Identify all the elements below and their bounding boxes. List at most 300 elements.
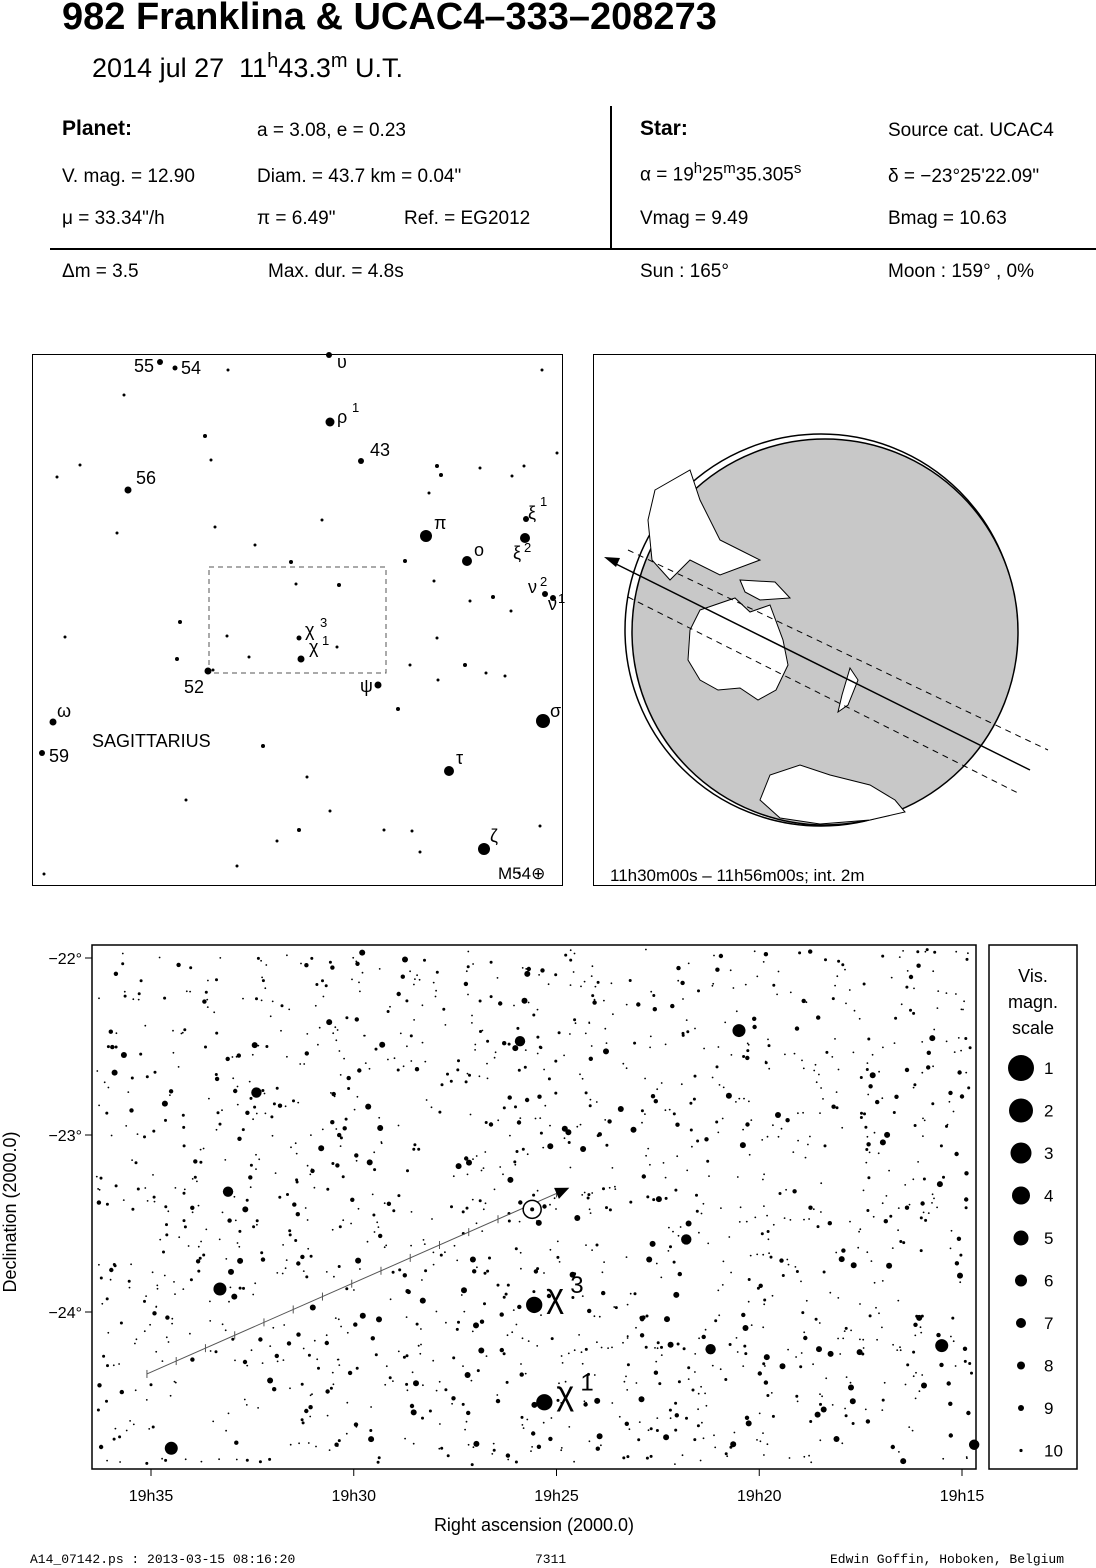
- field-star: [725, 1452, 728, 1455]
- field-star: [137, 1188, 140, 1191]
- field-star: [779, 1192, 782, 1195]
- field-star: [656, 1196, 662, 1202]
- field-star: [398, 1351, 400, 1353]
- field-star: [326, 1334, 328, 1336]
- finder-star: [462, 556, 472, 566]
- planet-ref: Ref. = EG2012: [404, 208, 531, 229]
- field-star: [413, 1380, 419, 1386]
- field-star: [584, 981, 586, 983]
- field-star: [842, 1338, 844, 1340]
- field-star: [819, 1322, 821, 1324]
- field-star: [582, 1078, 584, 1080]
- field-star: [661, 1354, 663, 1356]
- field-star: [403, 1273, 407, 1277]
- field-star: [337, 1029, 339, 1031]
- field-star: [584, 1192, 586, 1194]
- field-star: [713, 955, 715, 957]
- labeled-star: [526, 1297, 542, 1313]
- field-star: [661, 1082, 663, 1084]
- field-star: [276, 1087, 279, 1090]
- field-star: [212, 1421, 214, 1423]
- field-star: [770, 1256, 773, 1259]
- field-star: [875, 1100, 879, 1104]
- field-star: [680, 1226, 682, 1228]
- field-star: [307, 1165, 309, 1167]
- field-star: [829, 1292, 831, 1294]
- field-star: [483, 1167, 485, 1169]
- field-star: [768, 1068, 770, 1070]
- field-star: [815, 1064, 817, 1066]
- field-star: [196, 1259, 200, 1263]
- planet-vmag: V. mag. = 12.90: [62, 166, 195, 187]
- field-star: [698, 1393, 700, 1395]
- field-star: [358, 982, 360, 984]
- field-star: [736, 1010, 738, 1012]
- x-axis: [129, 1469, 985, 1505]
- field-star: [272, 1135, 274, 1137]
- sun-elongation: Sun : 165°: [640, 261, 729, 282]
- field-star: [190, 1206, 194, 1210]
- field-star: [503, 1352, 506, 1355]
- field-star: [145, 1462, 148, 1465]
- field-star: [537, 1053, 539, 1055]
- field-star: [881, 955, 884, 958]
- field-star: [720, 1368, 722, 1370]
- field-star: [281, 1004, 284, 1007]
- field-star: [719, 1084, 721, 1086]
- field-star: [215, 1073, 218, 1076]
- field-star: [497, 1284, 500, 1287]
- legend-title: Vis.: [1018, 966, 1048, 986]
- field-star: [714, 1447, 716, 1449]
- field-star: [646, 1315, 649, 1318]
- field-star: [819, 1439, 821, 1441]
- finder-star: [403, 559, 407, 563]
- field-star: [304, 963, 308, 967]
- field-star: [828, 1221, 832, 1225]
- field-star: [409, 970, 411, 972]
- field-star: [914, 1335, 916, 1337]
- field-star: [126, 1430, 128, 1432]
- field-star: [785, 1189, 787, 1191]
- field-star: [838, 1069, 840, 1071]
- field-star: [330, 965, 334, 969]
- field-star: [413, 1443, 415, 1445]
- finder-star: [555, 451, 558, 454]
- legend-entry: 6: [1044, 1271, 1054, 1291]
- field-star: [203, 1148, 205, 1150]
- field-star: [748, 1278, 751, 1281]
- field-star: [600, 1444, 602, 1446]
- field-star: [125, 1125, 127, 1127]
- field-star: [716, 1065, 719, 1068]
- field-star: [750, 1255, 752, 1257]
- field-star: [626, 1067, 628, 1069]
- field-star: [688, 1378, 690, 1380]
- field-star: [429, 1410, 432, 1413]
- field-star: [499, 1166, 501, 1168]
- field-star: [622, 1342, 624, 1344]
- field-star: [470, 1257, 476, 1263]
- field-star: [762, 1254, 764, 1256]
- field-star: [497, 1119, 499, 1121]
- field-star: [496, 1399, 500, 1403]
- field-star: [594, 1398, 600, 1404]
- field-star: [268, 1458, 271, 1461]
- field-star: [109, 1268, 113, 1272]
- field-star: [106, 1203, 109, 1206]
- field-star: [884, 1132, 890, 1138]
- field-star: [573, 971, 575, 973]
- field-star: [184, 1225, 187, 1228]
- finder-star: [225, 634, 228, 637]
- field-star: [735, 1101, 737, 1103]
- field-star: [635, 1327, 637, 1329]
- field-star: [748, 1044, 750, 1046]
- field-star: [704, 1137, 708, 1141]
- labeled-star: [536, 1394, 552, 1410]
- field-star: [473, 1441, 479, 1447]
- field-star: [962, 1009, 964, 1011]
- field-star: [522, 967, 524, 969]
- field-star: [702, 1335, 706, 1339]
- field-star: [922, 1135, 924, 1137]
- field-star: [848, 1385, 854, 1391]
- field-star: [215, 1350, 218, 1353]
- field-star: [215, 1077, 219, 1081]
- field-star: [209, 1301, 211, 1303]
- field-star: [392, 1271, 395, 1274]
- field-star: [315, 1446, 317, 1448]
- field-star: [894, 1042, 896, 1044]
- field-star: [352, 957, 354, 959]
- field-star: [116, 1032, 118, 1034]
- field-star: [715, 968, 719, 972]
- field-star: [419, 979, 421, 981]
- field-star: [958, 1037, 960, 1039]
- field-star: [674, 1402, 677, 1405]
- field-star: [412, 1371, 414, 1373]
- field-star: [507, 1459, 509, 1461]
- field-star: [314, 1340, 316, 1342]
- field-star: [165, 1223, 168, 1226]
- field-star: [246, 1404, 248, 1406]
- finder-star-label: ο: [473, 539, 484, 560]
- field-star: [559, 1261, 561, 1263]
- field-star: [762, 1326, 764, 1328]
- field-star: [928, 1212, 930, 1214]
- field-star: [308, 1354, 311, 1357]
- moon-elongation: Moon : 159° , 0%: [888, 261, 1034, 282]
- field-star: [208, 1098, 210, 1100]
- finder-star: [172, 365, 177, 370]
- field-star: [629, 1201, 632, 1204]
- field-star: [899, 1240, 902, 1243]
- field-star: [118, 1435, 121, 1438]
- finder-star: [337, 583, 341, 587]
- field-star: [292, 1202, 296, 1206]
- field-star: [931, 1102, 934, 1105]
- field-star: [353, 1322, 357, 1326]
- field-star: [697, 1408, 699, 1410]
- field-star: [913, 1375, 915, 1377]
- field-star: [852, 1422, 855, 1425]
- field-star: [452, 1356, 455, 1359]
- field-star: [916, 950, 919, 953]
- field-star: [686, 1019, 688, 1021]
- field-star: [265, 1045, 268, 1048]
- planet-parallax: π = 6.49": [257, 208, 336, 229]
- field-star: [603, 1048, 609, 1054]
- field-star: [951, 1230, 953, 1232]
- field-star: [201, 1461, 203, 1463]
- field-star: [289, 1387, 291, 1389]
- field-star: [372, 1214, 375, 1217]
- field-star: [508, 1095, 512, 1099]
- finder-star: [320, 518, 323, 521]
- field-star: [870, 1072, 876, 1078]
- field-star: [368, 1436, 374, 1442]
- field-star: [122, 953, 124, 955]
- field-star: [933, 1198, 935, 1200]
- field-star: [820, 1182, 822, 1184]
- field-star: [696, 1140, 699, 1143]
- field-star: [778, 971, 780, 973]
- field-star: [730, 969, 732, 971]
- finder-star-label: ρ: [336, 406, 347, 427]
- field-star: [669, 1245, 672, 1248]
- finder-chart-svg: [32, 351, 565, 886]
- field-star: [805, 1157, 807, 1159]
- field-star: [921, 1374, 923, 1376]
- field-star: [730, 1272, 732, 1274]
- field-star: [863, 1190, 865, 1192]
- field-star: [650, 1427, 653, 1430]
- field-star: [636, 1002, 640, 1006]
- field-star: [866, 1419, 870, 1423]
- field-star: [440, 1254, 443, 1257]
- field-star: [825, 1377, 827, 1379]
- field-star: [249, 1081, 251, 1083]
- field-star: [776, 994, 778, 996]
- finder-star-label: ζ: [489, 825, 498, 846]
- finder-star: [178, 620, 182, 624]
- field-star: [532, 1290, 535, 1293]
- bright-star: [223, 1186, 233, 1196]
- field-star: [454, 1245, 456, 1247]
- field-star: [949, 1101, 951, 1103]
- field-star: [966, 958, 969, 961]
- field-star: [613, 1306, 615, 1308]
- field-star: [824, 1144, 827, 1147]
- finder-star: [305, 775, 308, 778]
- field-star: [921, 1072, 923, 1074]
- finder-star-label: 52: [183, 676, 204, 697]
- field-star: [543, 1422, 545, 1424]
- field-star: [330, 1092, 332, 1094]
- field-star: [300, 963, 302, 965]
- field-star: [338, 1265, 341, 1268]
- field-star: [472, 1331, 474, 1333]
- field-star: [181, 1033, 183, 1035]
- field-star: [359, 950, 365, 956]
- field-star: [691, 1146, 693, 1148]
- field-star: [438, 1448, 440, 1450]
- field-star: [670, 1417, 672, 1419]
- field-star: [936, 1333, 940, 1337]
- field-star: [237, 1258, 243, 1264]
- field-star: [481, 1230, 483, 1232]
- field-star: [532, 1194, 535, 1197]
- finder-star: [503, 674, 506, 677]
- finder-star: [536, 714, 550, 728]
- finder-star: [247, 655, 250, 658]
- field-star: [507, 1177, 513, 1183]
- field-star: [622, 1456, 625, 1459]
- field-star: [796, 1270, 799, 1273]
- field-star: [121, 1052, 127, 1058]
- field-star: [694, 1028, 696, 1030]
- field-star: [146, 1399, 148, 1401]
- field-star: [803, 1336, 807, 1340]
- field-star: [480, 1320, 484, 1324]
- field-star: [644, 1078, 646, 1080]
- field-star: [401, 975, 405, 979]
- field-star: [308, 1442, 310, 1444]
- field-star: [326, 1271, 328, 1273]
- field-star: [305, 1275, 308, 1278]
- field-star: [913, 1083, 916, 1086]
- field-star: [234, 1360, 236, 1362]
- field-star: [757, 1287, 760, 1290]
- field-star: [615, 1306, 618, 1309]
- field-star: [486, 1270, 489, 1273]
- field-star: [520, 1252, 522, 1254]
- field-star: [731, 1054, 733, 1056]
- field-star: [402, 957, 408, 963]
- field-star: [687, 1366, 690, 1369]
- field-star: [723, 1087, 725, 1089]
- field-star: [347, 1332, 349, 1334]
- field-star: [354, 1109, 356, 1111]
- field-star: [358, 1208, 360, 1210]
- field-star: [859, 1303, 861, 1305]
- field-star: [296, 1153, 298, 1155]
- field-star: [183, 1192, 186, 1195]
- field-star: [264, 987, 266, 989]
- field-star: [920, 1201, 924, 1205]
- field-star: [654, 1371, 658, 1375]
- field-star: [626, 1256, 628, 1258]
- field-star: [841, 1442, 843, 1444]
- field-star: [568, 1353, 570, 1355]
- field-star: [673, 1292, 679, 1298]
- field-star: [866, 1209, 869, 1212]
- field-star: [505, 1293, 508, 1296]
- finder-star-label: 3: [319, 614, 327, 630]
- field-star: [717, 1290, 719, 1292]
- field-star: [397, 992, 401, 996]
- field-star: [580, 1146, 586, 1152]
- field-star: [622, 1063, 624, 1065]
- field-star: [790, 1219, 792, 1221]
- field-star: [651, 1094, 655, 1098]
- field-star: [298, 1442, 300, 1444]
- field-star: [762, 1179, 764, 1181]
- field-star: [301, 1418, 304, 1421]
- field-star: [310, 1255, 313, 1258]
- field-star: [937, 1007, 939, 1009]
- finder-star-label: 2: [539, 573, 547, 589]
- field-star: [490, 995, 493, 998]
- field-star: [914, 1124, 917, 1127]
- field-star: [792, 1151, 794, 1153]
- field-star: [909, 1009, 912, 1012]
- field-star: [446, 1073, 449, 1076]
- field-star: [574, 953, 576, 955]
- field-star: [745, 984, 747, 986]
- field-star: [129, 1287, 131, 1289]
- field-star: [722, 1284, 724, 1286]
- legend-entry: 2: [1044, 1101, 1054, 1121]
- field-star: [901, 1003, 903, 1005]
- target-star: [530, 1207, 534, 1211]
- field-star: [154, 1201, 156, 1203]
- field-star: [674, 1429, 677, 1432]
- field-star: [471, 1022, 473, 1024]
- finder-star: [538, 824, 541, 827]
- field-star: [456, 1260, 458, 1262]
- field-star: [356, 1367, 359, 1370]
- field-star: [100, 1177, 103, 1180]
- field-star: [339, 1225, 342, 1228]
- field-star: [763, 1303, 765, 1305]
- field-star: [471, 1463, 474, 1466]
- finder-star: [478, 466, 481, 469]
- field-star: [286, 1259, 288, 1261]
- field-star: [756, 1439, 758, 1441]
- field-star: [392, 1209, 395, 1212]
- field-star: [579, 1073, 581, 1075]
- field-star: [779, 1258, 783, 1262]
- field-star: [752, 1017, 756, 1021]
- field-star: [524, 1066, 527, 1069]
- field-star: [472, 1199, 474, 1201]
- field-star: [371, 1336, 375, 1340]
- footer-number: 7311: [535, 1552, 567, 1567]
- finder-star: [203, 434, 207, 438]
- field-star: [968, 1362, 971, 1365]
- field-star: [860, 1076, 863, 1079]
- field-star: [340, 1326, 342, 1328]
- field-star: [831, 1056, 833, 1058]
- field-star: [148, 1428, 150, 1430]
- field-star: [295, 1142, 297, 1144]
- field-star: [714, 1319, 717, 1322]
- field-star: [675, 1123, 679, 1127]
- field-star: [415, 1067, 419, 1071]
- field-star: [668, 1342, 674, 1348]
- field-star: [761, 1232, 764, 1235]
- field-star: [431, 1106, 433, 1108]
- field-star: [101, 1303, 103, 1305]
- field-star: [604, 1028, 606, 1030]
- field-star: [896, 1349, 898, 1351]
- field-star: [482, 1030, 484, 1032]
- field-star: [228, 1269, 234, 1275]
- field-star: [585, 1033, 587, 1035]
- field-star: [363, 1035, 365, 1037]
